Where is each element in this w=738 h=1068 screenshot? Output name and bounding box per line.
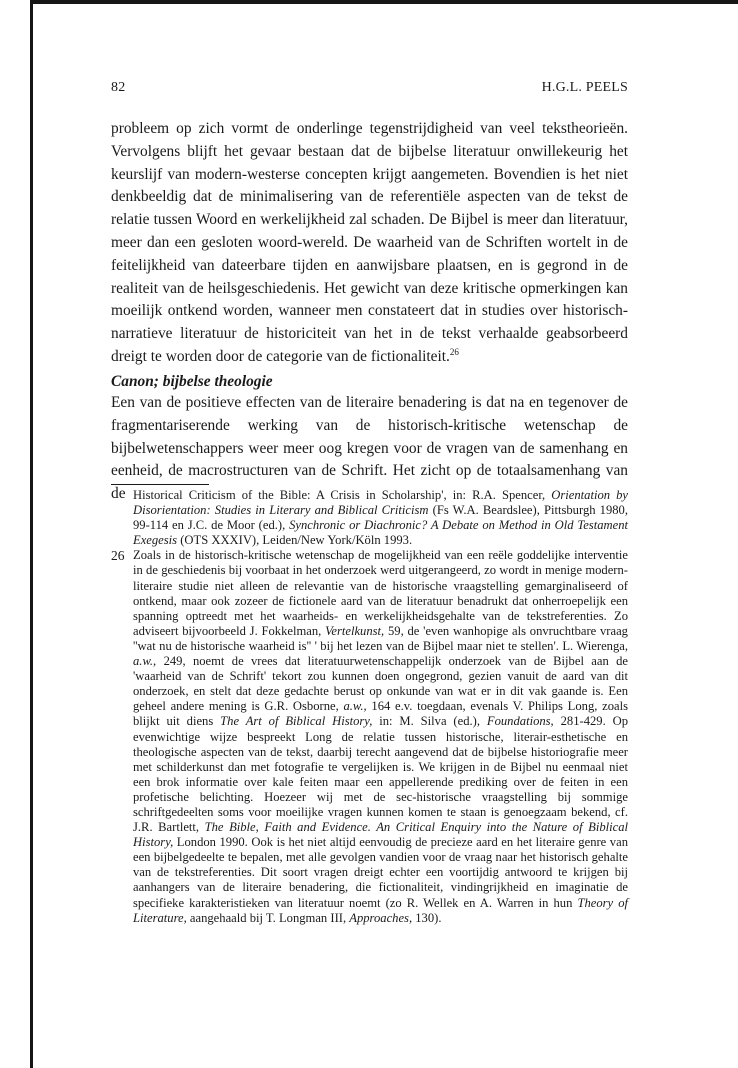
running-head (111, 80, 628, 100)
scan-edge-top (30, 0, 738, 4)
footnote-separator (111, 484, 209, 485)
running-author: H.G.L. PEELS (541, 80, 628, 95)
fn26-t2: 59, de 'even wanhopige als onvruchtbare vraag ''wat nu de historische waarheid is'' ' bij het lezen van de Bijbel maar niet te stellen'. L. Wierenga, (133, 623, 628, 653)
fn26-t1: Zoals in de historisch-kritische wetenschap de mogelijkheid van een reële goddelijke interventie in de geschiedenis bij voorbaat in het onderzoek werd uitgerangeerd, zo wordt in menige modern-literaire studie niet alleen de relevantie van de historische vraagstelling gemarginaliseerd of ontkend, maar ook zozeer de fictionele aard van de literatuur benadrukt dat onherroepelijk een spanning optreedt met het waarheids- en werkelijkheidsgehalte van de tekstreferenties. Zo adviseert bijvoorbeeld J. Fokkelman, (133, 548, 628, 638)
fn-cont-text-b: (Fs W.A. Beardslee), Pittsburgh 1980, 99-114 en J.C. de Moor (ed.), (133, 503, 628, 533)
page-number: 82 (111, 80, 126, 95)
fn-cont-title-a: Orientation by Disorientation: Studies in Literary and Biblical Criticism (133, 488, 629, 518)
fn-cont-title-b: Synchronic or Diachronic? A Debate on Method in Old Testament Exegesis (133, 518, 628, 548)
scan-edge-left (30, 0, 33, 1068)
fn26-t5: in: M. Silva (ed.), (372, 714, 487, 729)
footnotes (111, 488, 628, 926)
fn26-i6: The Bible, Faith and Evidence. An Critical Enquiry into the Nature of Biblical History, (133, 820, 629, 850)
fn26-t6: 281-429. Op evenwichtige wijze bespreekt Long de relatie tussen historische, literair-esthetische en theologische aspecten van de tekst, daarbij terecht aangevend dat de bijbelse historiografie meer met schilderkunst dan met fotografie te vergelijken is. We krijgen in de Bijbel nu eenmaal niet een brok informatie over kale feiten maar een appellerende prediking over de feiten in een profetische belichting. Hoezeer wij met de sec-historische vraagstelling bij sommige schriftgedeelten soms voor moeilijke vragen kunnen komen te staan is genoegzaam bekend, cf. J.R. Bartlett, (133, 714, 629, 835)
fn26-t8: aangehaald bij T. Longman III, (186, 910, 350, 925)
fn26-i7: Theory of Literature, (133, 895, 629, 925)
footnote-reference-26[interactable]: 26 (449, 346, 459, 357)
fn26-i3: a.w., (343, 699, 367, 714)
fn-cont-text-c: (OTS XXXIV), Leiden/New York/Köln 1993. (177, 533, 413, 548)
footnote-number: 26 (111, 548, 125, 564)
footnote-26 (111, 548, 628, 925)
footnote-26-text (133, 548, 628, 925)
body-paragraph-2: Een van de positieve effecten van de literaire benadering is dat na en tegenover de fragmentariserende werking van de historisch-kritische wetenschap de bijbelwetenschappers weer meer oog kregen voor de vragen van de samenhang en eenheid, de macrostructuren van de Schrift. Het zicht op de totaalsamenhang van de (111, 394, 628, 503)
fn26-t9: 130). (412, 910, 442, 925)
body-paragraph-1 (111, 118, 628, 369)
fn26-t3: 249, noemt de vrees dat literatuurwetenschappelijk onderzoek van de Bijbel aan de 'waarheid van de Schrift' tekort zou kunnen doen ongegrond, gezien vanuit de aard van dit onderzoek, en stelt dat deze gedachte berust op onkunde van wat er in dit vak gaande is. Een geheel andere mening is G.R. Osborne, (133, 654, 628, 714)
footnote-continuation (133, 488, 628, 548)
fn26-i5: Foundations, (486, 714, 554, 729)
fn26-i8: Approaches, (349, 910, 413, 925)
fn26-i2: a.w., (133, 654, 157, 669)
fn-cont-text-a: Historical Criticism of the Bible: A Crisis in Scholarship', in: R.A. Spencer, (133, 488, 552, 502)
fn26-t4: 164 e.v. toegdaan, evenals V. Philips Long, zoals blijkt uit diens (133, 699, 628, 729)
section-heading: Canon; bijbelse theologie (111, 373, 273, 390)
fn26-t7: London 1990. Ook is het niet altijd eenvoudig de precieze aard en het literaire genre van een bijbelgedeelte te bepalen, met alle gevolgen vandien voor de vraag naar het historisch gehalte van de tekstreferenties. Dit soort vragen dreigt echter een voortijdig antwoord te krijgen bij aanhangers van de literaire benadering, die fictionaliteit, vindingrijkheid en imaginatie de specifieke karakteristieken van literatuur noemt (zo R. Wellek en A. Warren in hun (133, 835, 628, 910)
fn26-i1: Vertelkunst, (325, 623, 385, 638)
fn26-i4: The Art of Biblical History, (220, 714, 373, 729)
paragraph-1-text: probleem op zich vormt de onderlinge tegenstrijdigheid van veel tekstheorieën. Vervolgens blijft het gevaar bestaan dat de bijbelse literatuur onwillekeurig het keurslijf van modern-westerse concepten krijgt aangemeten. Bovendien is het niet denkbeeldig dat de minimalisering van de referentiële aspecten van de tekst de relatie tussen Woord en werkelijkheid zal schaden. De Bijbel is meer dan literatuur, meer dan een gesloten woord-wereld. De waarheid van de Schriften wortelt in de feitelijkheid van dateerbare tijden en aanwijsbare plaatsen, en is gegrond in de realiteit van de heilsgeschiedenis. Het gewicht van deze kritische opmerkingen kan moeilijk ontkend worden, wanneer men constateert dat in studies over historisch-narratieve literatuur de historiciteit van het in de tekst verhaalde geabsorbeerd dreigt te worden door de categorie van de fictionaliteit. (111, 120, 628, 365)
